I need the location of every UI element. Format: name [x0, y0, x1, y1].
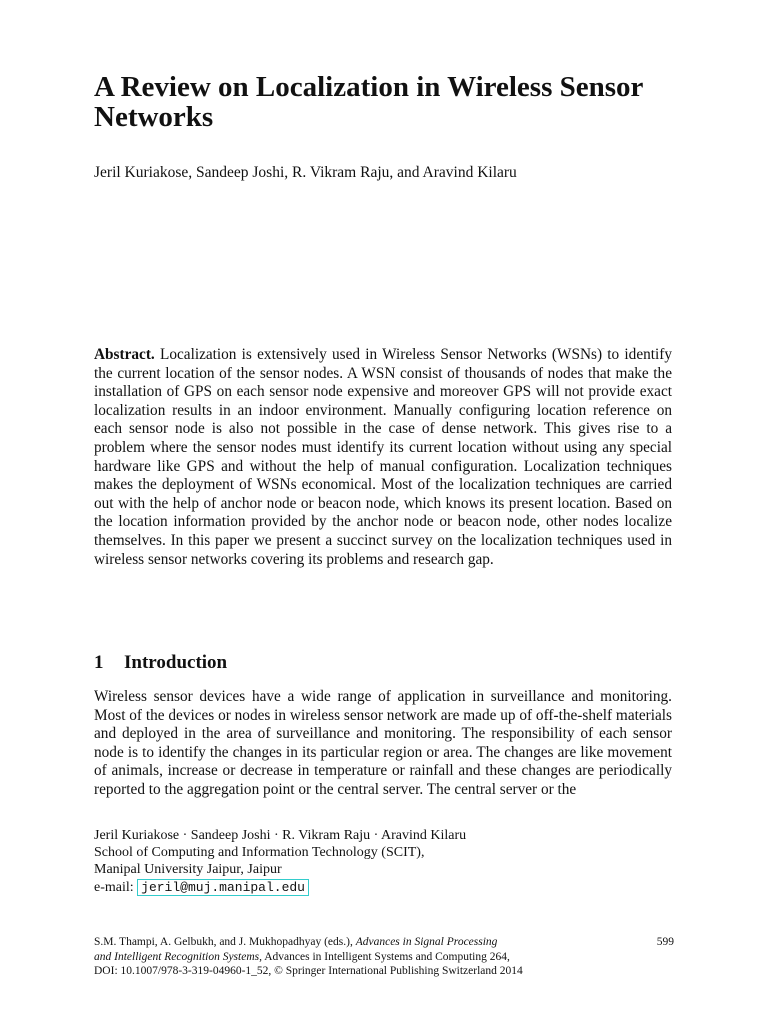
affiliation-university: Manipal University Jaipur, Jaipur [94, 862, 282, 878]
footer-editors-line [94, 935, 674, 950]
section-number: 1 [94, 652, 104, 673]
author-list: Jeril Kuriakose, Sandeep Joshi, R. Vikram Raju, and Aravind Kilaru [94, 164, 517, 181]
section-heading-introduction [94, 652, 227, 674]
footer-series: Advances in Intelligent Systems and Computing 264, [264, 950, 510, 963]
footer-book-title-1: Advances in Signal Processing [355, 936, 498, 948]
abstract-label: Abstract. [94, 346, 155, 363]
abstract-text: Localization is extensively used in Wireless Sensor Networks (WSNs) to identify the current location of the sensor nodes. A WSN consist of thousands of nodes that make the installation of GPS on each sensor node expensive and moreover GPS will not provide exact localization results in an indoor environment. Manually configuring location reference on each sensor node is also not possible in the case of dense network. This gives rise to a problem where the sensor nodes must identify its current location without using any special hardware like GPS and without the help of manual configuration. Localization techniques makes the deployment of WSNs economical. Most of the localization techniques are carried out with the help of anchor node or beacon node, which knows its present location. Based on the location information provided by the anchor node or beacon node, other nodes localize themselves. In this paper we present a succinct survey on the localization techniques used in wireless sensor networks covering its problems and research gap. [94, 346, 672, 568]
footer-series-line [94, 950, 674, 965]
paper-title: A Review on Localization in Wireless Sensor Networks [94, 71, 643, 133]
affiliation-authors: Jeril Kuriakose · Sandeep Joshi · R. Vikram Raju · Aravind Kilaru [94, 828, 467, 843]
publication-footer [94, 935, 674, 979]
email-label: e-mail: [94, 879, 134, 895]
footer-editors: S.M. Thampi, A. Gelbukh, and J. Mukhopadhyay (eds.), [94, 936, 353, 948]
introduction-text: Wireless sensor devices have a wide range of application in surveillance and monitoring. Most of the devices or nodes in wireless sensor network are made up of off-the-shelf materials and deployed in the area of surveillance and monitoring. The responsibility of each sensor node is to identify the changes in its particular region or area. The changes are like movement of animals, increase or decrease in temperature or rainfall and these changes are periodically reported to the aggregation point or the central server. The central server or the [94, 688, 672, 798]
email-link[interactable]: jeril@muj.manipal.edu [137, 879, 309, 896]
abstract [94, 346, 672, 569]
footer-doi: DOI: 10.1007/978-3-319-04960-1_52, © Springer International Publishing Switzerland 2014 [94, 965, 523, 978]
affiliation-email-line [94, 879, 466, 896]
footer-book-title-2: and Intelligent Recognition Systems, [94, 950, 262, 963]
affiliation-institution: School of Computing and Information Technology (SCIT), [94, 845, 425, 861]
page-number: 599 [656, 936, 674, 948]
author-affiliation [94, 827, 466, 896]
section-title: Introduction [124, 652, 228, 673]
